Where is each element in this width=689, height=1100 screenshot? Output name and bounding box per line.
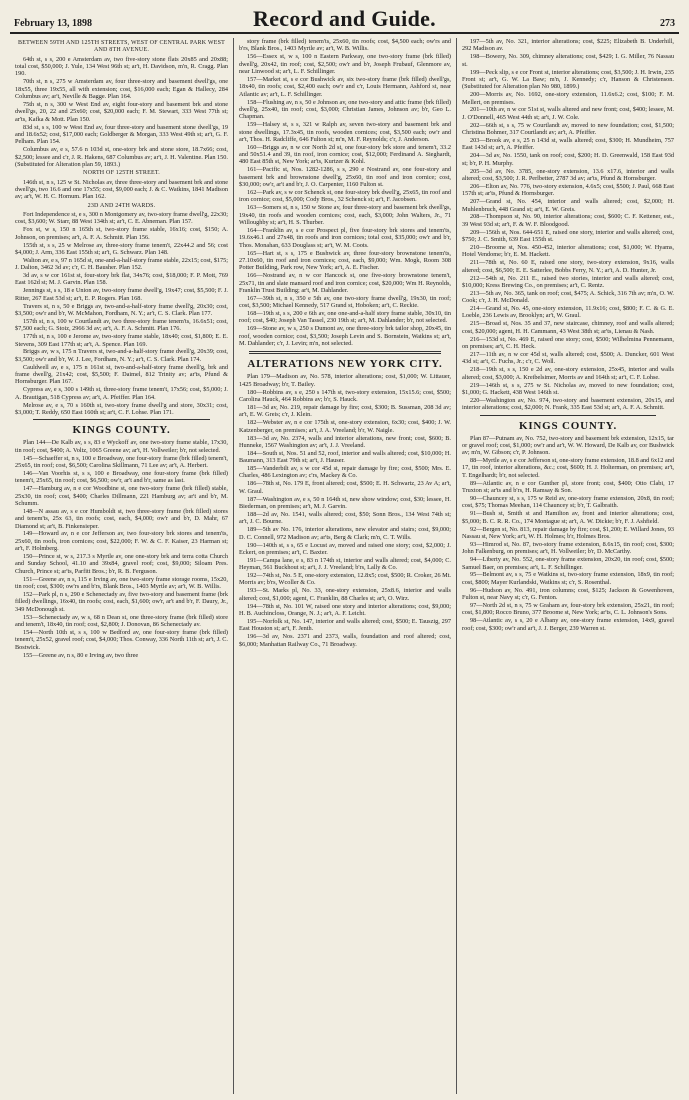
entry-list	[239, 38, 451, 347]
listing-entry: 90—Chauncey st, s s, 175 w Reid av, one-story frame extension, 20x8, tin roof; cost, $75; Thomas Meehan, 114 Chauncey st; b'r, T. Galbraith.	[462, 495, 674, 510]
kings-county-heading: KINGS COUNTY.	[518, 419, 617, 432]
listing-entry: 209—156th st, Nos. 644-651 E, raised one story, interior and walls altered; cost, $750; J. C. Smith, 639 East 155th st.	[462, 228, 674, 244]
listing-entry: 206—Elton av, No. 776, two-story extension, 4.6x5; cost, $500; J. Paul, 668 East 157th st; ar'ts, Pfund & Hornsburger.	[462, 182, 674, 198]
listing-entry: 154—North 10th st, s s, 100 w Bedford av, one four-story frame (brk filled) tenem't, 25x52, gravel roof; cost, $4,000; Thos. Conway, 336 North 11th st; ar't, J. C. Bostwick.	[15, 628, 228, 651]
listing-entry: 166—Nostrand av, n w cor Hancock st, one five-story brownstone tenem't, 25x71, tin and slate mansard roof and iron cornice; cost, $20,000; Wm H. Reynolds, Franklin Trust Building; ar't, M. Dahlander.	[239, 272, 451, 294]
listing-entry: Cypress av, e s, 300 s 149th st, three-story frame tenem't, 17x56; cost, $5,000; J. A. Brautigan, 518 Cypress av; ar't, A. Pfeiffer. Plan 164.	[15, 386, 228, 401]
listing-entry: 219—146th st, s s, 275 w St. Nicholas av, moved to new foundation; cost, $1,000; G. Hackett, 438 West 146th st.	[462, 381, 674, 396]
listing-entry: Melrose av, e s, 70 s 160th st, two-story frame dwell'g and store, 30x31; cost, $3,000; T. Reddy, 650 East 160th st; ar't, C. F. Lohse. Plan 171.	[15, 401, 228, 416]
listing-entry: 198—Bowery, No. 309, chimney alterations; cost, $429; I. G. Miller, 76 Nassau st.	[462, 53, 674, 68]
publication-title: Record and Guide.	[253, 6, 436, 31]
listing-entry: 189—5th av No. 176, interior alterations, new elevator and stairs; cost, $9,000; D. C. Connell, 972 Madison av; ar'ts, Berg & Clark; m'n, C. T. Wills.	[239, 526, 451, 541]
listing-entry: Walton av, e s, 97 n 165d st, one-and-a-half-story frame stable, 22x15; cost, $175; J. Dalton, 3462 3d av; c'r, C. H. Bausher. Plan 152.	[15, 256, 228, 272]
listing-entry: 217—11th av, n w cor 45d st, walls altered; cost, $500; A. Duncker, 601 West 43d st; ar't, C. Fuchs, Jr.; c'r, C. Woll.	[462, 350, 674, 366]
listing-entry: 182—Webster av, n e cor 175th st, one-story extension, 6x30; cost, $400; J. W. Katzenberger, on premises; ar't, J. A. Vreeland; b'r, W. Naigle.	[239, 419, 451, 434]
listing-entry: 184—South st, Nos. 51 and 52, roof, interior and walls altered; cost, $10,000; H. Baumann, 313 East 79th st; ar't, J. Hauser.	[239, 449, 451, 465]
listing-entry: 161—Pacific st, Nos. 1282-1286, s s, 290 e Nostrand av, one four-story and basement brk and brownstone dwell'g, 25x60, tin roof and iron cornice; cost, $30,000; ow'r, ar't and b'r, J. O. Carpenter, 1160 Fulton st.	[239, 166, 451, 189]
section-divider	[33, 419, 210, 420]
listing-entry: 197—5th av, No. 321, interior alterations; cost, $225; Elizabeth B. Underhill, 292 Madison av.	[462, 38, 674, 53]
column-2	[233, 38, 456, 1094]
listing-entry: 70th st, n s, 275 w Amsterdam av, four three-story and basement dwell'gs, one 18x55, three 19x55, all with extension; cost, $16,000 each; Egan & Hallecy, 284 Columbus av; ar't, Neville & Bagge. Plan 164.	[15, 78, 228, 100]
entry-list	[15, 211, 228, 416]
listing-entry: 201—10th av, n w cor 51st st, walls altered and new front; cost, $400; lessee, M. J. O'Donnell, 465 West 44th st; ar't, J. W. Cole.	[462, 106, 674, 121]
listing-entry: 168—19th st, s s, 200 e 6th av, one one-and-a-half story frame stable, 30x10, tin roof; cost, $40; Joseph Van Tassel, 230 19th st; ar't, M. Dahlander; b'r, not selected.	[239, 310, 451, 325]
listing-entry: 218—19th st, s s, 150 e 2d av, one-story extension, 25x45, interior and walls altered; cost, $3,000; A. Kreibelsimer, Morris av and 164th st; ar't, C. F. Lohse.	[462, 366, 674, 381]
listing-entry: 202—66th st, s s, 75 w Courtlandt av, moved to new foundation; cost, $1,500; Christina Bohmer, 317 Courtlandt av; ar't, A. Pfeiffer.	[462, 121, 674, 137]
listing-entry: Travers st, n s, 50 e Briggs av, two-and-a-half-story frame dwell'g, 20x30; cost, $3,500; ow'r and b'r, W. McMahon, Fordham, N. Y.; ar't, C. S. Clark. Plan 177.	[15, 302, 228, 317]
listing-entry: Columbus av, e s, 57.6 n 103d st, one-story brk and stone store, 18.7x66; cost, $2,500; lessee and c'r, J. R. Hakens, 687 Columbus av; ar't, J. H. Valentine. Plan 150. (Substituted for Alteration plan 59, 1893.)	[15, 146, 228, 168]
column-1	[10, 38, 233, 1094]
entry-list	[15, 56, 228, 169]
listing-entry: 220—Washington av, No. 974, two-story and basement extension, 20x15, and interior alterations; cost, $2,000; N. Frank, 335 East 53d st; ar't, A. F. A. Schmitt.	[462, 396, 674, 412]
listing-entry: 156—Essex st, w s, 100 n Eastern Parkway, one two-story frame (brk filled) dwell'g, 20x42, tin roof; cost, $2,500; ow'r and b'r, Joseph Frubauf, Glenmore av, near Linwood st; ar't, L. F. Schillinger.	[239, 53, 451, 75]
entry-list	[462, 435, 674, 632]
listing-entry: 185—Vanderbilt av, s w cor 45d st, repair damage by fire; cost, $500; Mrs. E. Charles, 486 Lexington av; c'rs, Mackey & Co.	[239, 465, 451, 480]
masthead	[10, 6, 679, 34]
listing-entry: 211—78th st, No. 60 E, raised one story, two-story extension, 9x16, walls altered; cost, $6,500; E. E. Satterlee, Bobbs Ferry, N. Y.; ar't, A. D. Hunter, Jr.	[462, 259, 674, 274]
listing-entry: 190—140th st, s s, 65 e Locust av, moved and raised one story; cost, $2,000; J. Eckert, on premises; ar't, C. Baxter.	[239, 541, 451, 556]
listing-entry: 159—Halsey st, s s, 321 w Ralph av, seven two-story and basement brk and stone dwellings, 17.3x45, tin roofs, wooden cornices; cost, $3,500 each; ow'r and ar't, Thos. H. Radcliffe, 646 Fulton st; m'n, M. F. Reynolds; c'r, J. Anderson.	[239, 121, 451, 143]
listing-entry: 210—Broome st, Nos. 450-452, interior alterations; cost, $1,000; W. Hyams, Hotel Vendome; b'r, E. M. Hackett.	[462, 244, 674, 259]
listing-entry: Plan 87—Putnam av, No. 752, two-story and basement brk extension, 12x15, tar or gravel roof; cost, $1,000; ow'r and ar't, W. W. Howard, De Kalb av, cor Bushwick av; m'n, W. Gibson; c'r, P. Johnson.	[462, 434, 674, 457]
listing-entry: 165—Hart st, s s, 175 e Bushwick av, three four-story brownstone tenem'ts, 27.10x60, tin roof and iron cornices; cost, each, $9,000; Wm. Mogk, Room 308 Potter Building, Park row, New York; ar't, A. E. Fischer.	[239, 249, 451, 272]
listing-entry: 155th st, s s, 25 w Melrose av, three-story frame tenem't, 22x44.2 and 56; cost $4,000; J. Arm, 336 East 155th st; ar't, G. Schwarz. Plan 148.	[15, 241, 228, 256]
listing-entry: 199—Peck slip, s e cor Front st, interior alterations; cost, $3,500; J. H. Irwin, 235 Front st; ar't, G. W. La Baw; m'n, J. Kennedy; c'r, Hanson & Christenson. (Substituted for Alteration plan No 980, 1899.)	[462, 68, 674, 91]
article-columns	[10, 38, 679, 1094]
listing-entry: 88—Myrtle av, s e cor Jefferson st, one-story frame extension, 18.8 and 6x12 and 17, tin roof, interior alterations, &c.; cost, $600; H. J. Holterman, on premises; ar't, T. Engelhardt; b'r, not selected.	[462, 457, 674, 479]
listing-entry: 186—78th st, No. 179 E, front altered; cost, $500; E. H. Schwartz, 23 Av A; ar't, W. Graul.	[239, 480, 451, 495]
listing-entry: 194—78th st, No. 101 W, raised one story and interior alterations; cost, $9,000; H. B. Auchincloss, Orange, N. J.; ar't, A. F. Leicht.	[239, 602, 451, 617]
listing-entry: 152—Park pl, n s, 290 e Schenectady av, five two-story and basement frame (brk filled) dwellings, 16x40, tin roofs; cost, each, $1,600; ow'r, ar't and b'r, F. Daury, Jr., 349 McDonough st.	[15, 590, 228, 613]
listing-entry: 97—North 2d st, n s, 75 w Graham av, four-story brk extension, 25x21, tin roof; cost, $1,800; Rocco Bruno, 377 Broome st, New York; ar'ts, C. L. Johnson's Sons.	[462, 602, 674, 617]
listing-entry: 205—3d av, No. 3785, one-story extension, 13.6 x17.6, interior and walls altered; cost, $3,500; J. R. Perlbetter, 2787 3d av; ar'ts, Pfund & Hornsburger.	[462, 167, 674, 182]
listing-entry: 191—Campa lane, e s, 83 n 174th st, interior and walls altered; cost, $4,000; C. Heyman, 561 Buckhout st; ar't, J. J. Vreeland; b'rs, Lally & Co.	[239, 556, 451, 572]
listing-entry: 146—Van Voorhis st, s s, 100 e Broadway, one four-story frame (brk filled) tenem't, 25x65, tin roof; cost, $6,500; ow'r, ar't and b'r, same as last.	[15, 469, 228, 485]
listing-entry: 153—Schenectady av, w s, 68 n Dean st, one three-story frame (brk filled) store and tenem't, 18x40, tin roof; cost, $2,800; J. Donovan, 86 Schenectady av.	[15, 613, 228, 628]
listing-entry: 181—3d av, No. 219, repair damage by fire; cost, $300; B. Sussman, 208 3d av; ar't, E. W. Greis; c'r, J. Klein.	[239, 403, 451, 419]
listing-entry: 98—Atlantic av, s s, 20 e Albany av, one-story frame extension, 14x9, gravel roof; cost, $300; ow'r and ar't, J. J. Berger, 239 Warren st.	[462, 617, 674, 632]
listing-entry: 145—Schaeffer st, n s, 100 e Broadway, one four-story frame (brk filled) tenem't, 25x65, tin roof; cost, $6,500; Carolina Skillmann, 71 Lee av; ar't, A. Herbert.	[15, 454, 228, 469]
listing-entry: 169—Stone av, w s, 250 s Dumont av, one three-story brk tailor shop, 20x45, tin roof, wooden cornice; cost, $3,500; Joseph Levin and S. Bornstein, Watkins st; ar't, M. Dahlander; c'r, J. Levin; m'n, not selected.	[239, 325, 451, 348]
listing-entry: 151—Greene av, n s, 115 e Irving av, one two-story frame storage rooms, 15x20, tin roof; cost, $300; ow'rs and b'rs, Blank Bros., 1403 Myrtle av; ar't, W. B. Willis.	[15, 575, 228, 591]
listing-entry: 208—Thompson st, No. 90, interior alterations; cost, $600; C. F. Kettener, est., 39 West 93d st; ar't, F. & W. F. Bloodgood.	[462, 213, 674, 228]
listing-entry: story frame (brk filled) tenem'ts, 25x60, tin roofs; cost, $4,500 each; ow'rs and b'rs, Blank Bros., 1403 Myrtle av; ar't, W. B. Willis.	[239, 38, 451, 53]
listing-entry: 93—Himrod st, No. 87, two-story frame extension, 8.6x15, tin roof; cost, $300; John Falkenburg, on premises; ar't, H. Vollweiler; b'r, D. McCarthy.	[462, 540, 674, 556]
entry-list	[15, 439, 228, 659]
alterations-heading: ALTERATIONS NEW YORK CITY.	[247, 358, 443, 371]
listing-entry: 200—Morris av, No. 1692, one-story extension, 11.6x6.2; cost, $100; F. M. Mellert, on premises.	[462, 91, 674, 106]
listing-entry: 94—Liberty av, No. 552, one-story frame extension, 20x20, tin roof; cost, $500; Samuel Baer, on premises; ar't, L. F. Schillinger.	[462, 556, 674, 571]
listing-entry: 75th st, n s, 300 w West End av, eight four-story and basement brk and stone dwell'gs, 20, 22 and 25x60; cost, $20,000 each; F. M. Stewart, 333 West 77th st; ar'ts, Kafka & Mott. Plan 150.	[15, 100, 228, 123]
listing-entry: 214—Grand st, No. 45, one-story extension, 11.9x16; cost, $800; F. C. & G. E. Loeble, 236 Lewis av, Brooklyn; ar't, W. Graul.	[462, 305, 674, 320]
listing-entry: 162—Park av, s w cor Schenck st, one four-story brk dwell'g, 25x65, tin roof and iron cornice; cost, $5,000; Cody Bros., 32 Schenck st; ar't, F. Jacobsen.	[239, 189, 451, 204]
listing-entry: 89—Atlantic av, n e cor Gunther pl, store front; cost, $400; Otto Clabi, 17 Truxton st; ar'ts and b'rs, H. Ramsay & Son.	[462, 479, 674, 495]
listing-entry: 192—74th st, No. 5 E, one-story extension, 12.8x5; cost, $500; R. Croker, 26 Mt. Morris av; b'rs, Wcoller & Co.	[239, 572, 451, 587]
column-3	[456, 38, 679, 1094]
listing-entry: Jennings st, s s, 18 e Union av, two-story frame dwell'g, 19x47; cost, $5,500; F. J. Ritter, 267 East 53d st; ar't, E. P. Rogers. Plan 168.	[15, 287, 228, 302]
section-subhead: 23D AND 24TH WARDS.	[87, 202, 156, 209]
listing-entry: 96—Hudson av, No. 491, iron columns; cost, $125; Jackson & Gowenhoven, Fulton st, near Navy st; c'r, G. Fenton.	[462, 586, 674, 602]
listing-entry: 91—Bush st, Smith st and Hamilton av, front and interior alterations; cost, $5,000; B. C. R. R. Co., 174 Montague st; ar't, A. W. Dickie; b'r, F. J. Ashfield.	[462, 510, 674, 525]
listing-entry: 64th st, s s, 200 e Amsterdam av, two five-story stone flats 20x85 and 20x88; total cost, $50,000; J. Yule, 134 West 96th st; ar't, H. Davidson, m'n, R. Cragg. Plan 190.	[15, 55, 228, 78]
listing-entry: 193—St. Marks pl, No. 33, one-story extension, 25x8.6, interior and walls altered; cost, $1,000; agent, C. Franklin, 88 Charles st; ar't, O. Wirz.	[239, 587, 451, 602]
listing-entry: Fort Independence st, e s, 300 n Montgomery av, two-story frame dwell'g, 22x30; cost, $3,600; W. Starr, 88 West 134th st; ar't, C. E. Abneman. Plan 157.	[15, 210, 228, 226]
page-number: 273	[659, 18, 675, 29]
listing-entry: 146th st, n s, 125 w St. Nicholas av, three three-story and basement brk and stone dwell'gs, two 16.6 and one 17x55; cost, $9,000 each; J. & C. Watkins, 1841 Madison av; ar't, W. H. C. Hornum. Plan 162.	[15, 178, 228, 201]
listing-entry: 213—5th av, No. 365, tank on roof; cost, $475; A. Schick, 316 7th av; m'n, O. W. Cook; c'r, J. H. McDonald.	[462, 289, 674, 305]
kings-county-heading: KINGS COUNTY.	[72, 424, 171, 437]
listing-entry: 183—3d av, No. 2374, walls and interior alterations, new front; cost, $600; B. Hunneke, 1567 Washington av; ar't, J. J. Vreeland.	[239, 434, 451, 449]
listing-entry: 147—Hamburg av, n e cor Woodbine st, one two-story frame (brk filled) stable, 25x30, tin roof; cost, $400; Charles Dillmann, 221 Hamburg av; ar't and b'r, M. Schumm.	[15, 485, 228, 507]
entry-list	[239, 373, 451, 647]
listing-entry: 215—Broad st, Nos. 35 and 37, new staircase, chimney, roof and walls altered; cost, $20,000; agent, H. H. Cammann, 43 West 38th st; ar'ts, Lienau & Nash.	[462, 320, 674, 335]
listing-entry: 95—Belmont av, s s, 75 e Watkins st, two-story frame extension, 18x9, tin roof; cost, $800; Mayer Kurlandski, Watkins st; c'r, S. Rosenthal.	[462, 571, 674, 586]
issue-date: February 13, 1898	[14, 18, 93, 29]
listing-entry: 148—N assau av, s e cor Humboldt st, two three-story frame (brk filled) stores and tenem'ts, 25x 63, tin roofs; cost, each, $4,000; ow'r and b'r, D. Mahr, 67 Diamond st; ar't, B. Finkensieper.	[15, 507, 228, 530]
listing-entry: 195—Norfolk st, No. 147, interior and walls altered; cost, $500; E. Tauszig, 297 East Houston st; ar't, F. Jenth.	[239, 617, 451, 633]
listing-entry: 92—Bergen st, No. 813, repair damage by fire; cost, $1,200; E. Willard Jones, 93 Nassau st, New York; ar't, W. H. Holmes; b'r, Holmes Bros.	[462, 525, 674, 540]
entry-list	[15, 179, 228, 201]
listing-entry: 187—Washington av, e s, 50 n 164th st, new show window; cost, $30; lessee, H. Biederman, on premises; ar't, M. J. Garvin.	[239, 495, 451, 510]
listing-entry: 164—Franklin av, s e cor Prospect pl, five four-story brk stores and tenem'ts, 19.6x46.1 and 27x48, tin roofs and iron cornices; total cost, $35,000; ow'r and b'r, Thos. Monahan, 633 Douglass st; ar't, W. M. Coots.	[239, 226, 451, 249]
listing-entry: 149—Howard av, n e cor Jefferson av, two four-story brk stores and tenem'ts, 25x60, tin roofs, iron cornices; cost, $22,000; F. W. & C. F. Kaiser, 23 Harman st; ar't, F. Holmberg.	[15, 530, 228, 553]
listing-entry: Plan 179—Madison av, No. 578, interior alterations; cost, $1,000; W. Littauer, 1425 Broadway; b'r, T. Bailey.	[239, 373, 451, 388]
listing-entry: 177th st, n s, 100 e Jerome av, two-story frame stable, 18x40; cost, $1,800; E. E. Stevens, 309 East 177th st; ar't, A. Spence. Plan 169.	[15, 333, 228, 348]
listing-entry: 163—Somers st, n s, 150 w Stone av, four three-story and basement brk dwell'gs, 19x40, tin roofs and wooden cornices; cost, each, $3,000; John Walters, Jr., 71 Willoughby st; ar't, H. S. Thurber.	[239, 204, 451, 226]
listing-entry: 203—Brook av, e s, 25 n 143d st, walls altered; cost, $300; H. Mundheim, 757 East 143d st; ar't, A. Pfeiffer.	[462, 137, 674, 152]
listing-entry: 216—153d st, No. 469 E, raised one story; cost, $500; Wilhelmina Pennemann, on premises; ar't, C. H. Heck.	[462, 335, 674, 351]
listing-entry: 188—2d av, No. 1541, walls altered; cost, $50; Sonn Bros., 134 West 74th st; ar't, J. C. Bourne.	[239, 510, 451, 526]
listing-entry: 160—Briggs av, n w cor North 2d st, one four-story brk store and tenem't, 33.2 and 50x51.4 and 39, tin roof, iron cornice; cost, $12,000; Ferdinand A. Sieghardt, 480 East 85th st, New York; ar'ts, Kurtzer & Kohl.	[239, 143, 451, 166]
listing-entry: 196—3d av, Nos. 2371 and 2373, walls, foundation and roof altered; cost, $6,000; Manhattan Railway Co., 71 Broadway.	[239, 633, 451, 648]
listing-entry: 155—Greene av, n s, 80 e Irving av, two three	[23, 651, 139, 659]
listing-entry: 167—39th st, n s, 350 e 5th av, one two-story frame dwell'g, 19x30, tin roof; cost, $3,500; Michael Kennedy, 517 Grand st, Hoboken; ar't, C. Reckie.	[239, 294, 451, 310]
section-subhead: BETWEEN 59TH AND 125TH STREETS, WEST OF CENTRAL PARK WEST AND 8TH AVENUE.	[18, 40, 225, 54]
listing-entry: Fox st, w s, 150 n 165th st, two-story frame stable, 16x16; cost, $150; A. Johnson, on premises; ar't, A. F. A. Schmitt. Plan 156.	[15, 226, 228, 241]
listing-entry: 157—Market st, s e cor Bushwick av, six two-story frame (brk filled) dwell'gs, 18x40, tin roofs; cost, $2,400 each; ow'r and c'r, Louis Hermann, Ashford st, near Atlantic av; ar't, L. F. Schillinger.	[239, 75, 451, 98]
entry-list	[462, 38, 674, 412]
listing-entry: 3d av, s w cor 161st st, four-story brk flat, 34x76; cost, $18,000; F. P. Mott, 769 East 162d st; M. J. Garvin. Plan 158.	[15, 272, 228, 287]
listing-entry: 157th st, n s, 100 w Courtlandt av, two three-story frame tenem'ts, 16.6x51; cost, $7,500 each; G. Stoiz, 2966 3d av; ar't, A. F. A. Schmitt. Plan 176.	[15, 317, 228, 333]
listing-entry: 180—Robbins av, s e, 250 s 147th st, two-story extension, 15x15.6; cost, $500; Carolina Hauck, 464 Robbins av; b'r, S. Hauck.	[239, 388, 451, 404]
listing-entry: 207—Grand st, No. 454, interior and walls altered; cost, $2,000; H. Muhlenbruch, 448 Grand st; ar't, E. W. Greis.	[462, 198, 674, 213]
section-subhead: NORTH OF 125TH STREET.	[83, 170, 160, 177]
listing-entry: 150—Prince st, w s, 217.3 s Myrtle av, one one-story brk and terra cotta Church and Sunday School, 41.10 and 39x84, gravel roof; cost, $9,000; Siloam Pres. Church, Prince st; ar'ts, Parfitt Bros.; b'r, R. B. Ferguson.	[15, 553, 228, 575]
listing-entry: Plan 144—De Kalb av, s s, 83 e Wyckoff av, one two-story frame stable, 17x30, tin roof; cost, $400; A. Voltz, 1065 Greene av; ar't, H. Vollweiler; b'r, not selected.	[15, 439, 228, 454]
section-divider	[249, 351, 441, 354]
listing-entry: 158—Flushing av, n s, 50 e Johnson av, one two-story and attic frame (brk filled) dwell'g, 25x40, tin roof; cost, $3,000; Christian James, Johnson av; b'r, Geo L. Chapman.	[239, 98, 451, 121]
listing-entry: 212—54th st, No. 211 E., raised two stories, interior and walls altered; cost, $10,000; Kress Brewing Co., on premises; ar't, C. Rentz.	[462, 274, 674, 289]
listing-entry: Briggs av, w s, 175 n Travers st, two-and-a-half-story frame dwell'g, 20x39; cost, $3,500; ow'r and b'r, W. J. Lee, Fordham, N. Y.; ar't, C. S. Clark. Plan 174.	[15, 348, 228, 363]
section-divider	[480, 415, 656, 416]
listing-entry: 204—3d av, No. 1550, tank on roof; cost, $200; H. D. Greenwald, 158 East 93d st; b'r, P. H. Murphy.	[462, 152, 674, 167]
listing-entry: Cauldwell av, e s, 175 n 161st st, two-and-a-half-story frame dwell'g, brk and frame dwell'g, 21x42; cost, $5,500; F. Daimel, 812 Trinity av; ar'ts, Pfund & Hornsburger. Plan 167.	[15, 363, 228, 386]
listing-entry: 83d st, s s, 100 w West End av, four three-story and basement stone dwell'gs, 19 and 18.6x52; cost, $17,000 each; Goldberger & Morgan, 333 West 49th st; ar't, G. F. Pelham. Plan 154.	[15, 123, 228, 146]
